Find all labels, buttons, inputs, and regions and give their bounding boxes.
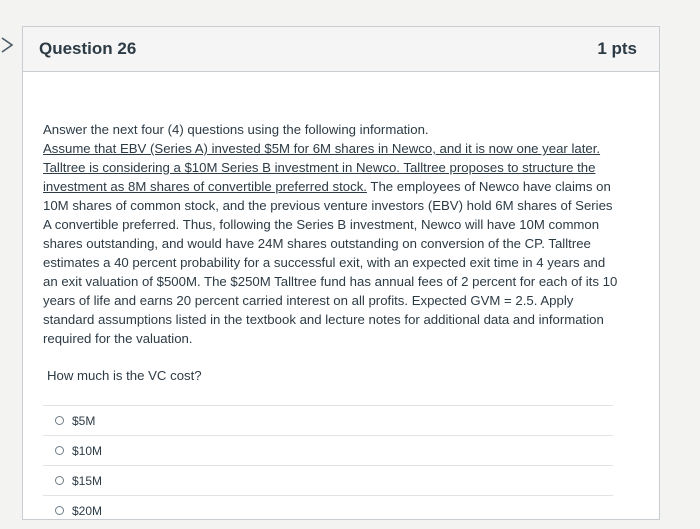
question-underlined-text: Assume that EBV (Series A) invested $5M for 6M shares in Newco, and it is now one year later. Talltree is considering a $10M Series B investment in Newco. Talltree proposes to structure the investment as 8M shares of convertible preferred stock.	[43, 141, 601, 194]
radio-button[interactable]	[55, 476, 64, 485]
question-text	[43, 120, 623, 348]
question-prompt: How much is the VC cost?	[47, 368, 202, 383]
answer-label: $5M	[72, 413, 96, 428]
chevron-left-icon[interactable]	[0, 34, 22, 56]
radio-button[interactable]	[55, 446, 64, 455]
radio-button[interactable]	[55, 506, 64, 515]
answer-option[interactable]	[43, 465, 613, 495]
question-body	[23, 72, 659, 525]
answer-label: $20M	[72, 503, 103, 518]
answer-option[interactable]	[43, 435, 613, 465]
question-intro: Answer the next four (4) questions using the following information.	[43, 122, 429, 137]
answer-option[interactable]	[43, 405, 613, 435]
radio-button[interactable]	[55, 416, 64, 425]
answer-option[interactable]	[43, 495, 613, 525]
question-points: 1 pts	[597, 39, 637, 58]
question-rest-text: The employees of Newco have claims on 10M shares of common stock, and the previous venture investors (EBV) hold 6M shares of Series A convertible preferred. Thus, following the Series B investment, Newco will have 10M common shares outstanding, and would have 24M shares outstanding on conversion of the CP. Talltree estimates a 40 percent probability for a successful exit, with an expected exit time in 4 years and an exit valuation of $500M. The $250M Talltree fund has annual fees of 2 percent for each of its 10 years of life and earns 20 percent carried interest on all profits. Expected GVM = 2.5. Apply standard assumptions listed in the textbook and lecture notes for additional data and information required for the valuation.	[43, 179, 618, 346]
question-title: Question 26	[39, 39, 137, 58]
answer-label: $10M	[72, 443, 103, 458]
answer-list	[43, 405, 613, 525]
answer-label: $15M	[72, 473, 103, 488]
question-card	[22, 26, 660, 520]
question-header	[23, 27, 659, 72]
